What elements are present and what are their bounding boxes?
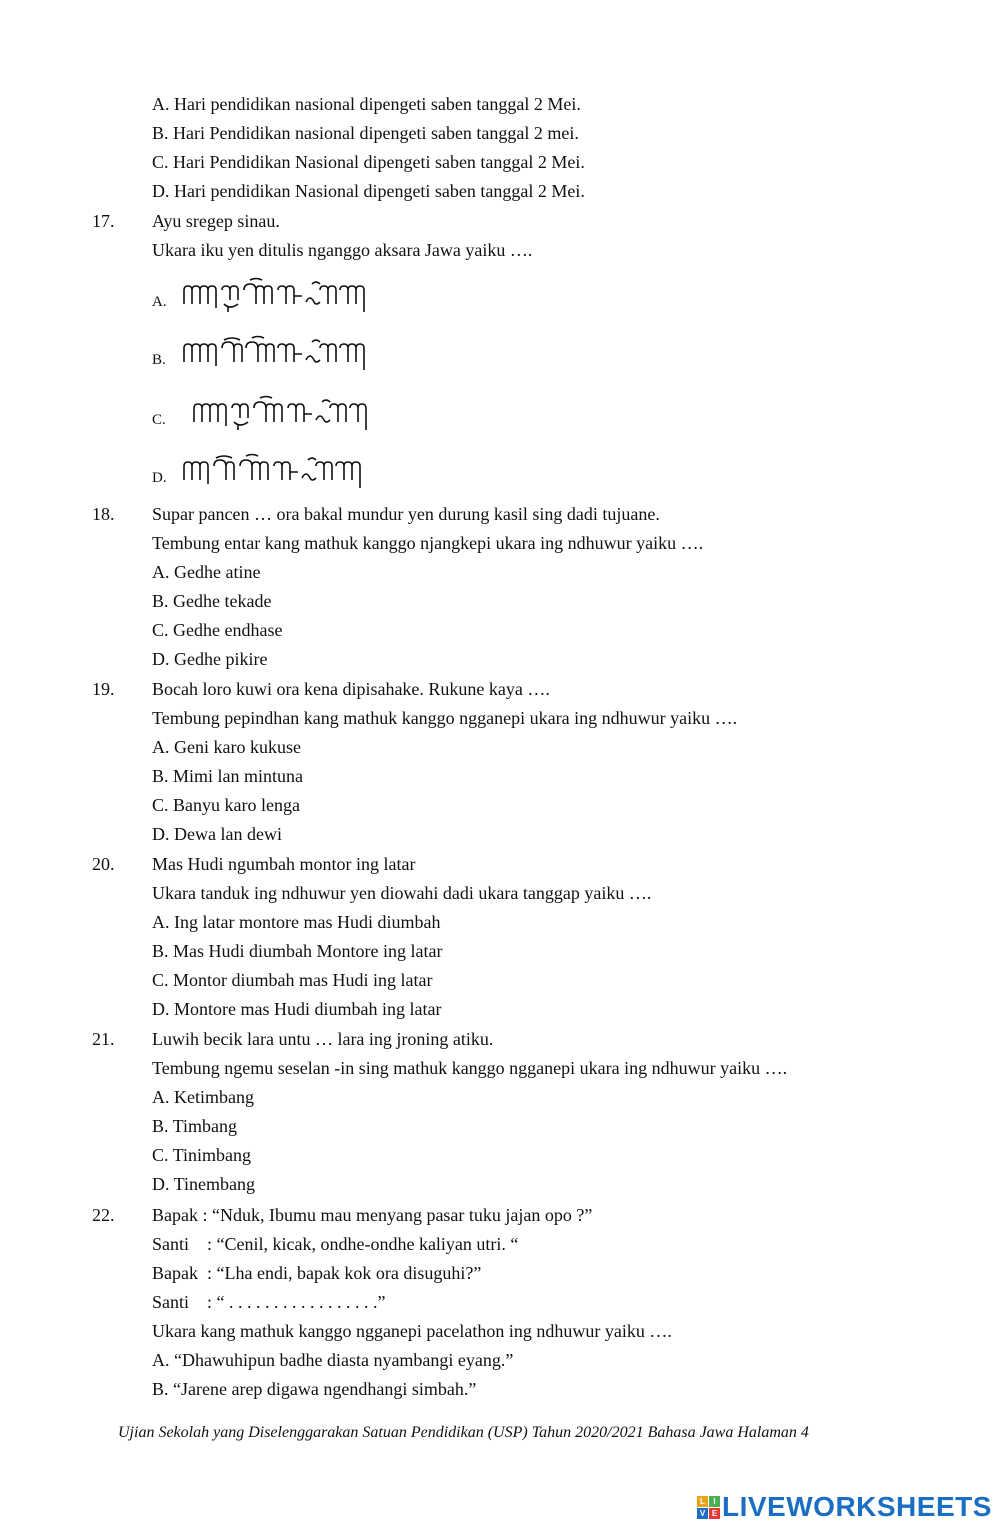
q18-prompt: Tembung entar kang mathuk kanggo njangkepi ukara ing ndhuwur yaiku …. <box>152 533 704 553</box>
page-footer: Ujian Sekolah yang Diselenggarakan Satuan Pendidikan (USP) Tahun 2020/2021 Bahasa Jawa Halaman 4 <box>118 1424 809 1441</box>
logo-letter-l: L <box>697 1496 708 1507</box>
q19-option-c: C. Banyu karo lenga <box>152 795 300 815</box>
q18-option-a: A. Gedhe atine <box>152 562 261 582</box>
q19-prompt: Tembung pepindhan kang mathuk kanggo ngganepi ukara ing ndhuwur yaiku …. <box>152 708 738 728</box>
q22-dialog-line-1: Bapak : “Nduk, Ibumu mau menyang pasar tuku jajan opo ?” <box>152 1205 593 1225</box>
q20-option-b: B. Mas Hudi diumbah Montore ing latar <box>152 941 443 961</box>
logo-letter-i: I <box>709 1496 720 1507</box>
q16-option-c: C. Hari Pendidikan Nasional dipengeti saben tanggal 2 Mei. <box>152 152 585 172</box>
q17-option-c-letter: C. <box>152 412 166 428</box>
q18-option-b: B. Gedhe tekade <box>152 591 272 611</box>
q22-dialog-line-3: Bapak : “Lha endi, bapak kok ora disuguhi?” <box>152 1263 482 1283</box>
logo-letter-v: V <box>697 1508 708 1519</box>
q22-option-a: A. “Dhawuhipun badhe diasta nyambangi eyang.” <box>152 1350 514 1370</box>
liveworksheets-logo[interactable] <box>697 1490 992 1524</box>
q19-stem: Bocah loro kuwi ora kena dipisahake. Rukune kaya …. <box>152 679 550 699</box>
liveworksheets-wordmark: LIVEWORKSHEETS <box>722 1491 992 1522</box>
q17-option-a-letter: A. <box>152 294 167 310</box>
javanese-script-option-a <box>180 276 370 316</box>
q20-option-d: D. Montore mas Hudi diumbah ing latar <box>152 999 442 1019</box>
q22-number: 22. <box>92 1205 115 1225</box>
q20-prompt: Ukara tanduk ing ndhuwur yen diowahi dadi ukara tanggap yaiku …. <box>152 883 652 903</box>
liveworksheets-icon <box>697 1496 720 1519</box>
q18-number: 18. <box>92 504 115 524</box>
q17-prompt: Ukara iku yen ditulis nganggo aksara Jawa yaiku …. <box>152 240 533 260</box>
q22-prompt: Ukara kang mathuk kanggo ngganepi pacelathon ing ndhuwur yaiku …. <box>152 1321 672 1341</box>
q19-option-a: A. Geni karo kukuse <box>152 737 301 757</box>
javanese-script-option-b <box>180 334 370 374</box>
q21-option-a: A. Ketimbang <box>152 1087 254 1107</box>
q21-prompt: Tembung ngemu seselan -in sing mathuk kanggo ngganepi ukara ing ndhuwur yaiku …. <box>152 1058 788 1078</box>
q22-dialog-line-2: Santi : “Cenil, kicak, ondhe-ondhe kaliyan utri. “ <box>152 1234 519 1254</box>
q22-dialog-line-4: Santi : “ . . . . . . . . . . . . . . . . .” <box>152 1292 386 1312</box>
q19-option-b: B. Mimi lan mintuna <box>152 766 303 786</box>
q18-option-c: C. Gedhe endhase <box>152 620 283 640</box>
q20-number: 20. <box>92 854 115 874</box>
q17-number: 17. <box>92 211 115 231</box>
q20-stem: Mas Hudi ngumbah montor ing latar <box>152 854 416 874</box>
q18-option-d: D. Gedhe pikire <box>152 649 268 669</box>
q19-number: 19. <box>92 679 115 699</box>
q17-option-d-letter: D. <box>152 470 167 486</box>
logo-letter-e: E <box>709 1508 720 1519</box>
q19-option-d: D. Dewa lan dewi <box>152 824 282 844</box>
q21-option-d: D. Tinembang <box>152 1174 256 1194</box>
q17-stem: Ayu sregep sinau. <box>152 211 280 231</box>
q21-option-c: C. Tinimbang <box>152 1145 252 1165</box>
q20-option-a: A. Ing latar montore mas Hudi diumbah <box>152 912 441 932</box>
q16-option-b: B. Hari Pendidikan nasional dipengeti saben tanggal 2 mei. <box>152 123 579 143</box>
javanese-script-option-d <box>180 452 370 492</box>
q20-option-c: C. Montor diumbah mas Hudi ing latar <box>152 970 433 990</box>
q21-option-b: B. Timbang <box>152 1116 238 1136</box>
q22-option-b: B. “Jarene arep digawa ngendhangi simbah.” <box>152 1379 477 1399</box>
q17-option-b-letter: B. <box>152 352 166 368</box>
q18-stem: Supar pancen … ora bakal mundur yen durung kasil sing dadi tujuane. <box>152 504 660 524</box>
q21-stem: Luwih becik lara untu … lara ing jroning atiku. <box>152 1029 494 1049</box>
q16-option-d: D. Hari pendidikan Nasional dipengeti saben tanggal 2 Mei. <box>152 181 585 201</box>
javanese-script-option-c <box>180 394 370 434</box>
q16-option-a: A. Hari pendidikan nasional dipengeti saben tanggal 2 Mei. <box>152 94 581 114</box>
q21-number: 21. <box>92 1029 115 1049</box>
